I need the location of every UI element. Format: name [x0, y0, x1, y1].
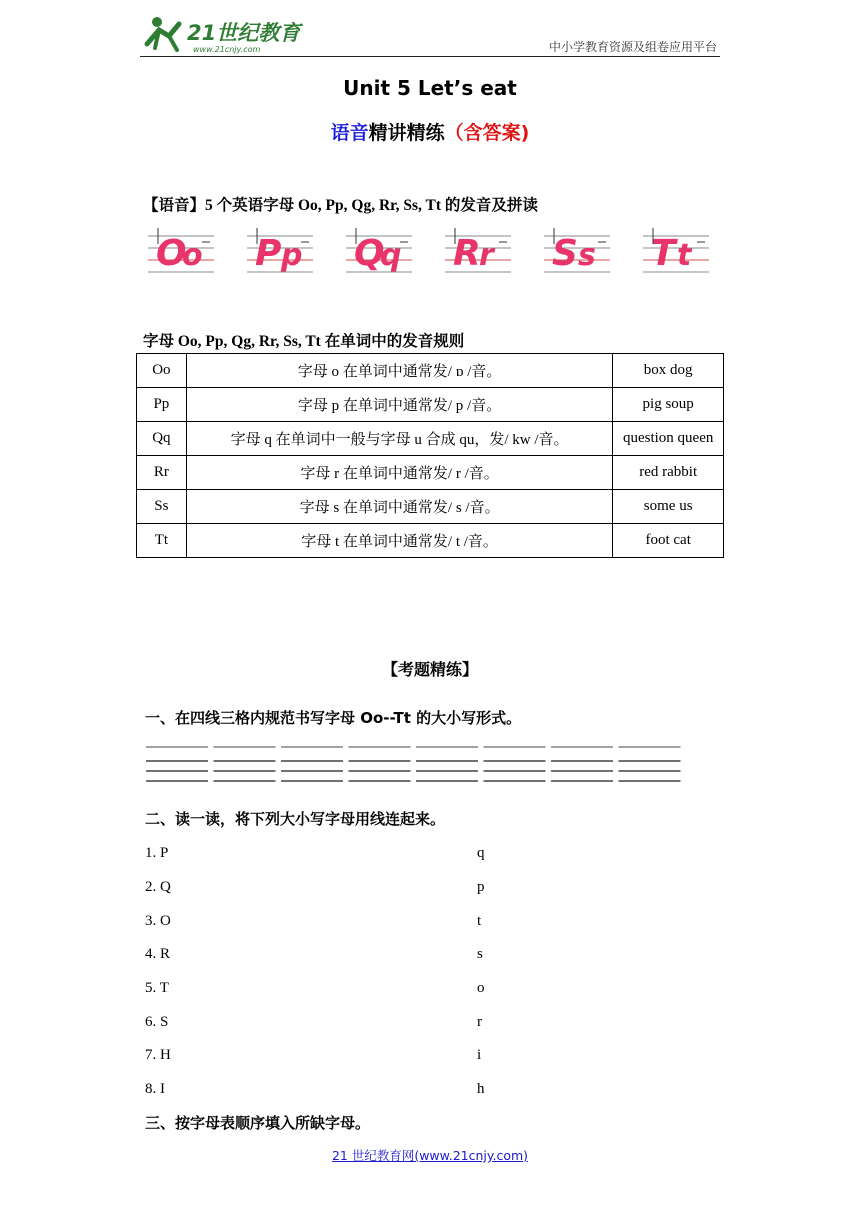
letter-lowercase: t	[677, 238, 692, 273]
match-item-lowercase: o	[477, 980, 485, 996]
rules-table	[136, 353, 724, 558]
match-item-uppercase: 2. Q	[145, 879, 171, 895]
subtitle-part-3: （含答案)	[444, 122, 530, 144]
table-cell-letter: Pp	[137, 388, 187, 422]
page-title: Unit 5 Let’s eat	[343, 76, 517, 100]
table-cell-rule: 字母 t 在单词中通常发/ t /音。	[186, 524, 613, 558]
question-1-heading: 一、在四线三格内规范书写字母 Oo--Tt 的大小写形式。	[145, 709, 522, 727]
logo-text: 21世纪教育	[187, 21, 301, 45]
letter-pairs-strip	[142, 214, 712, 288]
table-cell-rule: 字母 q 在单词中一般与字母 u 合成 qu，发/ kw /音。	[186, 422, 613, 456]
match-item-uppercase: 3. O	[145, 913, 171, 929]
match-item-uppercase: 7. H	[145, 1047, 171, 1063]
header-divider	[140, 56, 720, 57]
site-logo	[143, 14, 313, 56]
letter-uppercase: Q	[354, 233, 385, 274]
match-item-lowercase: r	[477, 1014, 482, 1030]
match-item-lowercase: h	[477, 1081, 485, 1097]
exercise-title: 【考题精练】	[381, 660, 478, 679]
match-item-uppercase: 4. R	[145, 946, 171, 962]
table-row	[137, 422, 724, 456]
table-cell-rule: 字母 p 在单词中通常发/ p /音。	[186, 388, 613, 422]
match-item-uppercase: 6. S	[145, 1014, 169, 1030]
letter-lowercase: o	[182, 238, 203, 273]
match-item-lowercase: s	[477, 946, 483, 962]
letter-uppercase: P	[255, 233, 282, 274]
rules-heading: 字母 Oo, Pp, Qg, Rr, Ss, Tt 在单词中的发音规则	[143, 333, 465, 350]
letter-uppercase: S	[552, 233, 578, 274]
match-item-lowercase: q	[477, 845, 485, 861]
letter-lowercase: r	[479, 238, 494, 273]
letter-pair	[247, 228, 313, 274]
runner-icon	[147, 17, 179, 50]
logo-url: www.21cnjy.com	[193, 45, 261, 54]
subtitle-part-1: 语音	[330, 122, 369, 144]
table-cell-examples: red rabbit	[613, 456, 724, 490]
match-item-lowercase: p	[477, 879, 485, 895]
table-cell-examples: pig soup	[613, 388, 724, 422]
table-row	[137, 354, 724, 388]
table-cell-examples: box dog	[613, 354, 724, 388]
header-platform-text: 中小学教育资源及组卷应用平台	[548, 40, 717, 54]
table-cell-letter: Rr	[137, 456, 187, 490]
letter-lowercase: s	[578, 238, 596, 273]
match-item-uppercase: 1. P	[145, 845, 169, 861]
table-cell-examples: some us	[613, 490, 724, 524]
table-cell-examples: foot cat	[613, 524, 724, 558]
table-row	[137, 524, 724, 558]
letter-pair	[643, 228, 709, 274]
match-item-uppercase: 8. I	[145, 1081, 165, 1097]
match-item-uppercase: 5. T	[145, 980, 169, 996]
page-subtitle	[0, 118, 860, 145]
letter-uppercase: O	[156, 233, 187, 274]
table-cell-letter: Oo	[137, 354, 187, 388]
table-cell-rule: 字母 s 在单词中通常发/ s /音。	[186, 490, 613, 524]
match-item-lowercase: i	[477, 1047, 482, 1063]
subtitle-part-2: 精讲精练	[368, 122, 445, 144]
letter-pair	[544, 228, 610, 274]
table-cell-letter: Ss	[137, 490, 187, 524]
letter-pair	[445, 228, 511, 274]
letter-pair	[148, 228, 214, 274]
table-row	[137, 388, 724, 422]
table-cell-letter: Tt	[137, 524, 187, 558]
four-line-writing-grid	[145, 742, 685, 786]
question-2-heading: 二、读一读，将下列大小写字母用线连起来。	[145, 810, 446, 828]
letter-uppercase: R	[453, 233, 481, 274]
footer-link[interactable]: 21 世纪教育网(www.21cnjy.com)	[331, 1148, 529, 1163]
letter-uppercase: T	[651, 233, 676, 274]
table-cell-examples: question queen	[613, 422, 724, 456]
letter-pair	[346, 228, 412, 274]
question-3-heading: 三、按字母表顺序填入所缺字母。	[145, 1114, 371, 1132]
letter-lowercase: q	[380, 238, 402, 273]
table-row	[137, 490, 724, 524]
match-item-lowercase: t	[477, 913, 482, 929]
table-cell-rule: 字母 r 在单词中通常发/ r /音。	[186, 456, 613, 490]
table-cell-letter: Qq	[137, 422, 187, 456]
table-row	[137, 456, 724, 490]
table-cell-rule: 字母 o 在单词中通常发/ ɒ /音。	[186, 354, 613, 388]
letter-lowercase: p	[281, 238, 303, 273]
phonics-heading: 【语音】5 个英语字母 Oo, Pp, Qg, Rr, Ss, Tt 的发音及拼读	[143, 197, 538, 214]
